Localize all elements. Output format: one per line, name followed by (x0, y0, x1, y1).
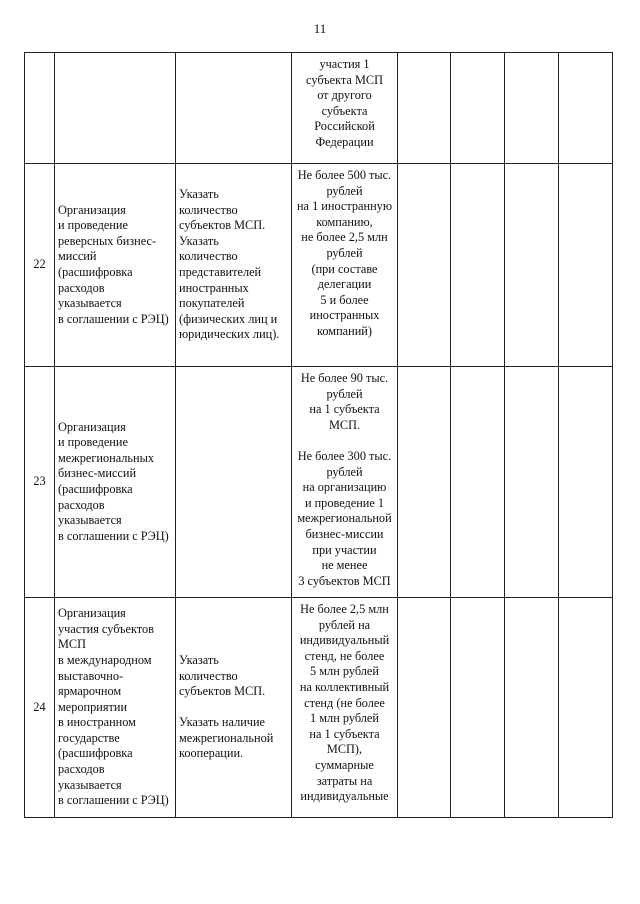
text-line: указывается (58, 513, 122, 528)
table-row (25, 164, 613, 367)
text-line: 5 млн рублей (310, 664, 379, 679)
text-line: реверсных бизнес- (58, 233, 157, 248)
text-line: на 1 субъекта (309, 402, 380, 417)
text-line: расходов (58, 497, 105, 512)
measure-name (55, 53, 176, 164)
text-line: на коллективный (299, 679, 390, 694)
text-line: Указать наличие (179, 715, 266, 730)
text-line: рублей (326, 464, 363, 479)
cost-norm (292, 367, 398, 598)
text-line: в иностранном (58, 715, 136, 730)
text-line: индивидуальный (299, 633, 390, 648)
text-line: на 1 субъекта (309, 726, 380, 741)
text-line: Не более 300 тыс. (297, 448, 392, 463)
empty-cell (451, 53, 505, 164)
empty-cell (559, 164, 613, 367)
table-row (25, 53, 613, 164)
page-number: 11 (313, 21, 327, 36)
text-line: МСП (58, 637, 87, 652)
requirements (176, 367, 292, 598)
text-line: участия субъектов (58, 621, 154, 636)
empty-cell (505, 598, 559, 818)
text-line: 3 субъектов МСП (298, 573, 391, 588)
text-line: в соглашении с РЭЦ) (58, 311, 169, 326)
text-line: указывается (58, 777, 122, 792)
table-row (25, 367, 613, 598)
empty-cell (559, 367, 613, 598)
text-line: Российской (314, 119, 375, 134)
text-line: указывается (58, 296, 122, 311)
text-line: не менее (321, 558, 368, 573)
text-line: иностранных (179, 280, 249, 295)
text-line: выставочно- (58, 668, 124, 683)
text-line: Не более 2,5 млн (300, 602, 389, 616)
text-line: от другого (317, 88, 372, 103)
empty-cell (398, 367, 451, 598)
text-line: рублей (326, 386, 363, 401)
text-line: (расшифровка (58, 746, 133, 761)
text-line: компаний) (317, 323, 372, 338)
text-line: при участии (312, 542, 377, 557)
text-line: 1 млн рублей (310, 711, 379, 726)
cost-norm (292, 164, 398, 367)
text-line: количество (179, 202, 238, 217)
text-line: мероприятии (58, 699, 128, 714)
text-line: и проведение (58, 435, 128, 450)
empty-cell (505, 164, 559, 367)
empty-cell (398, 598, 451, 818)
text-line: Федерации (315, 134, 374, 149)
text-line: суммарные (315, 757, 374, 772)
text-line: делегации (317, 277, 372, 292)
text-line: на организацию (302, 480, 387, 495)
text-line: (физических лиц и (179, 311, 278, 326)
text-line: Указать (179, 187, 219, 202)
cost-norm (292, 598, 398, 818)
empty-cell (451, 164, 505, 367)
empty-cell (505, 53, 559, 164)
text-line: Организация (58, 202, 126, 217)
text-line: межрегиональной (179, 730, 274, 745)
text-line: кооперации. (179, 746, 244, 761)
text-line: и проведение 1 (304, 495, 385, 510)
text-line: количество (179, 249, 238, 264)
empty-cell (398, 164, 451, 367)
text-line: Указать (179, 233, 219, 248)
text-line: Не более 90 тыс. (300, 371, 389, 385)
text-line: стенд, не более (304, 648, 385, 663)
text-line: субъектов МСП. (179, 218, 266, 233)
empty-cell (451, 598, 505, 818)
requirements (176, 164, 292, 367)
text-line: представителей (179, 265, 262, 279)
text-line: МСП. (328, 417, 361, 432)
document-table (24, 52, 613, 818)
blank-line (179, 700, 291, 716)
text-line: затраты на (316, 773, 373, 788)
blank-line (292, 433, 397, 449)
row-number: 22 (25, 164, 55, 367)
text-line: межрегиональных (58, 450, 154, 465)
text-line: (при составе (311, 261, 378, 276)
text-line: МСП), (326, 742, 363, 757)
table-row (25, 598, 613, 818)
text-line: (расшифровка (58, 482, 133, 496)
row-number: 24 (25, 598, 55, 818)
text-line: ярмарочном (58, 684, 122, 699)
empty-cell (559, 598, 613, 818)
text-line: не более 2,5 млн (301, 230, 388, 245)
text-line: Указать (179, 652, 219, 667)
cost-norm (292, 53, 398, 164)
text-line: Не более 500 тыс. (297, 168, 392, 182)
empty-cell (451, 367, 505, 598)
text-line: субъекта (321, 103, 368, 118)
text-line: покупателей (179, 296, 245, 311)
text-line: миссий (58, 249, 97, 264)
empty-cell (505, 367, 559, 598)
requirements (176, 598, 292, 818)
text-line: расходов (58, 280, 105, 295)
text-line: в соглашении с РЭЦ) (58, 793, 169, 808)
text-line: в соглашении с РЭЦ) (58, 528, 169, 543)
text-line: и проведение (58, 218, 128, 233)
row-number (25, 53, 55, 164)
text-line: стенд (не более (304, 695, 385, 710)
measure-name (55, 164, 176, 367)
text-line: количество (179, 668, 238, 683)
text-line: участия 1 (319, 57, 370, 71)
text-line: субъекта МСП (306, 72, 383, 87)
text-line: государстве (58, 730, 120, 745)
requirements (176, 53, 292, 164)
empty-cell (398, 53, 451, 164)
text-line: (расшифровка (58, 265, 133, 279)
text-line: бизнес-миссии (305, 526, 384, 541)
text-line: рублей (326, 245, 363, 260)
measure-name (55, 598, 176, 818)
text-line: Организация (58, 606, 126, 621)
text-line: бизнес-миссий (58, 466, 137, 481)
text-line: компанию, (316, 214, 373, 229)
text-line: на 1 иностранную (296, 199, 393, 214)
measure-name (55, 367, 176, 598)
text-line: юридических лиц). (179, 327, 280, 342)
text-line: рублей (326, 183, 363, 198)
text-line: в международном (58, 652, 152, 667)
text-line: рублей на (318, 617, 371, 632)
text-line: 5 и более (320, 292, 369, 307)
text-line: Организация (58, 419, 126, 434)
table-body (25, 53, 613, 818)
row-number: 23 (25, 367, 55, 598)
text-line: расходов (58, 762, 105, 777)
empty-cell (559, 53, 613, 164)
text-line: индивидуальные (300, 789, 389, 804)
text-line: межрегиональной (297, 511, 392, 526)
text-line: субъектов МСП. (179, 684, 266, 699)
text-line: иностранных (309, 308, 380, 323)
